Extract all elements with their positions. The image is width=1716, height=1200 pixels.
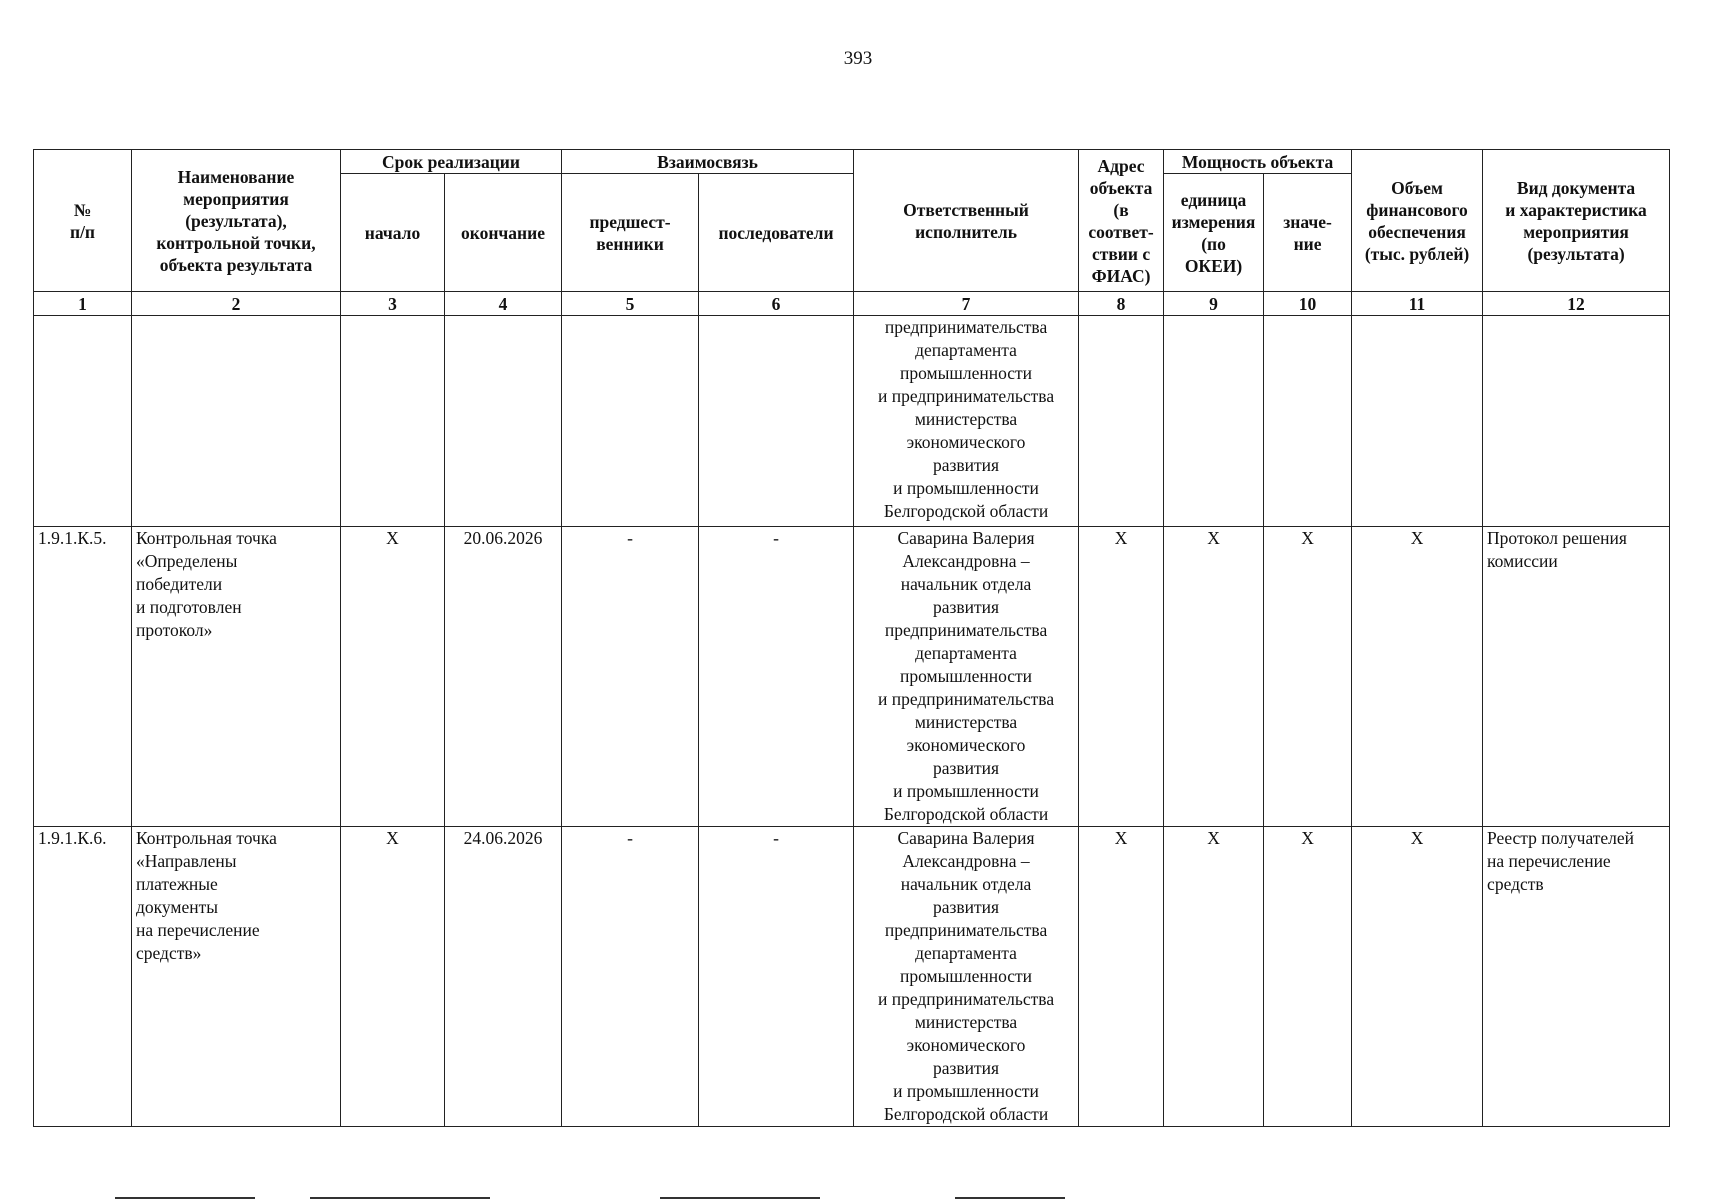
cell-doc (1483, 316, 1670, 527)
column-number: 2 (132, 292, 341, 316)
cell-start (341, 316, 445, 527)
column-number: 10 (1264, 292, 1352, 316)
page-number: 393 (843, 48, 873, 69)
header-doc: Вид документа и характеристика мероприятия (результата) (1483, 150, 1670, 292)
cell-unit: X (1164, 527, 1264, 827)
scan-edge-line (115, 1197, 255, 1199)
header-num: № п/п (34, 150, 132, 292)
cell-start: X (341, 527, 445, 827)
cell-executor: предпринимательства департамента промышленности и предпринимательства министерства экономического развития и промышленности Белгородской области (854, 316, 1079, 527)
cell-num: 1.9.1.К.5. (34, 527, 132, 827)
table-row (34, 827, 1670, 1127)
cell-num (34, 316, 132, 527)
cell-executor: Саварина Валерия Александровна – начальник отдела развития предпринимательства департамента промышленности и предпринимательства министерства экономического развития и промышленности Белгородской области (854, 827, 1079, 1127)
cell-name: Контрольная точка «Направлены платежные документы на перечисление средств» (132, 827, 341, 1127)
cell-succ (699, 316, 854, 527)
column-number: 5 (562, 292, 699, 316)
header-capacity-group: Мощность объекта (1164, 150, 1352, 174)
cell-address (1079, 316, 1164, 527)
cell-end: 24.06.2026 (445, 827, 562, 1127)
column-number: 6 (699, 292, 854, 316)
header-row-top (34, 150, 1670, 174)
column-number: 9 (1164, 292, 1264, 316)
cell-start: X (341, 827, 445, 1127)
cell-end: 20.06.2026 (445, 527, 562, 827)
cell-value: X (1264, 527, 1352, 827)
cell-doc: Протокол решения комиссии (1483, 527, 1670, 827)
cell-address: X (1079, 527, 1164, 827)
column-number: 8 (1079, 292, 1164, 316)
cell-address: X (1079, 827, 1164, 1127)
header-link-group: Взаимосвязь (562, 150, 854, 174)
cell-name: Контрольная точка «Определены победители и подготовлен протокол» (132, 527, 341, 827)
cell-pred: - (562, 827, 699, 1127)
cell-succ: - (699, 527, 854, 827)
column-number: 3 (341, 292, 445, 316)
cell-doc: Реестр получателей на перечисление средств (1483, 827, 1670, 1127)
column-number: 1 (34, 292, 132, 316)
scan-edge-line (660, 1197, 820, 1199)
header-link-succ: последователи (699, 174, 854, 292)
header-address: Адрес объекта (в соответ- ствии с ФИАС) (1079, 150, 1164, 292)
header-term-start: начало (341, 174, 445, 292)
column-number: 12 (1483, 292, 1670, 316)
cell-end (445, 316, 562, 527)
cell-name (132, 316, 341, 527)
header-capacity-unit: единица измерения (по ОКЕИ) (1164, 174, 1264, 292)
scan-edge-line (955, 1197, 1065, 1199)
column-number-row (34, 292, 1670, 316)
header-capacity-value: значе- ние (1264, 174, 1352, 292)
header-name: Наименование мероприятия (результата), контрольной точки, объекта результата (132, 150, 341, 292)
activities-table (33, 149, 1670, 1127)
header-executor: Ответственный исполнитель (854, 150, 1079, 292)
scan-edge-line (310, 1197, 490, 1199)
header-term-group: Срок реализации (341, 150, 562, 174)
cell-finance: X (1352, 527, 1483, 827)
cell-value (1264, 316, 1352, 527)
header-finance: Объем финансового обеспечения (тыс. рублей) (1352, 150, 1483, 292)
cell-pred (562, 316, 699, 527)
cell-unit (1164, 316, 1264, 527)
cell-unit: X (1164, 827, 1264, 1127)
cell-value: X (1264, 827, 1352, 1127)
column-number: 4 (445, 292, 562, 316)
cell-num: 1.9.1.К.6. (34, 827, 132, 1127)
header-term-end: окончание (445, 174, 562, 292)
cell-finance: X (1352, 827, 1483, 1127)
table-row (34, 527, 1670, 827)
cell-executor: Саварина Валерия Александровна – начальник отдела развития предпринимательства департамента промышленности и предпринимательства министерства экономического развития и промышленности Белгородской области (854, 527, 1079, 827)
column-number: 11 (1352, 292, 1483, 316)
header-link-pred: предшест- венники (562, 174, 699, 292)
column-number: 7 (854, 292, 1079, 316)
cell-pred: - (562, 527, 699, 827)
table-row (34, 316, 1670, 527)
cell-finance (1352, 316, 1483, 527)
cell-succ: - (699, 827, 854, 1127)
